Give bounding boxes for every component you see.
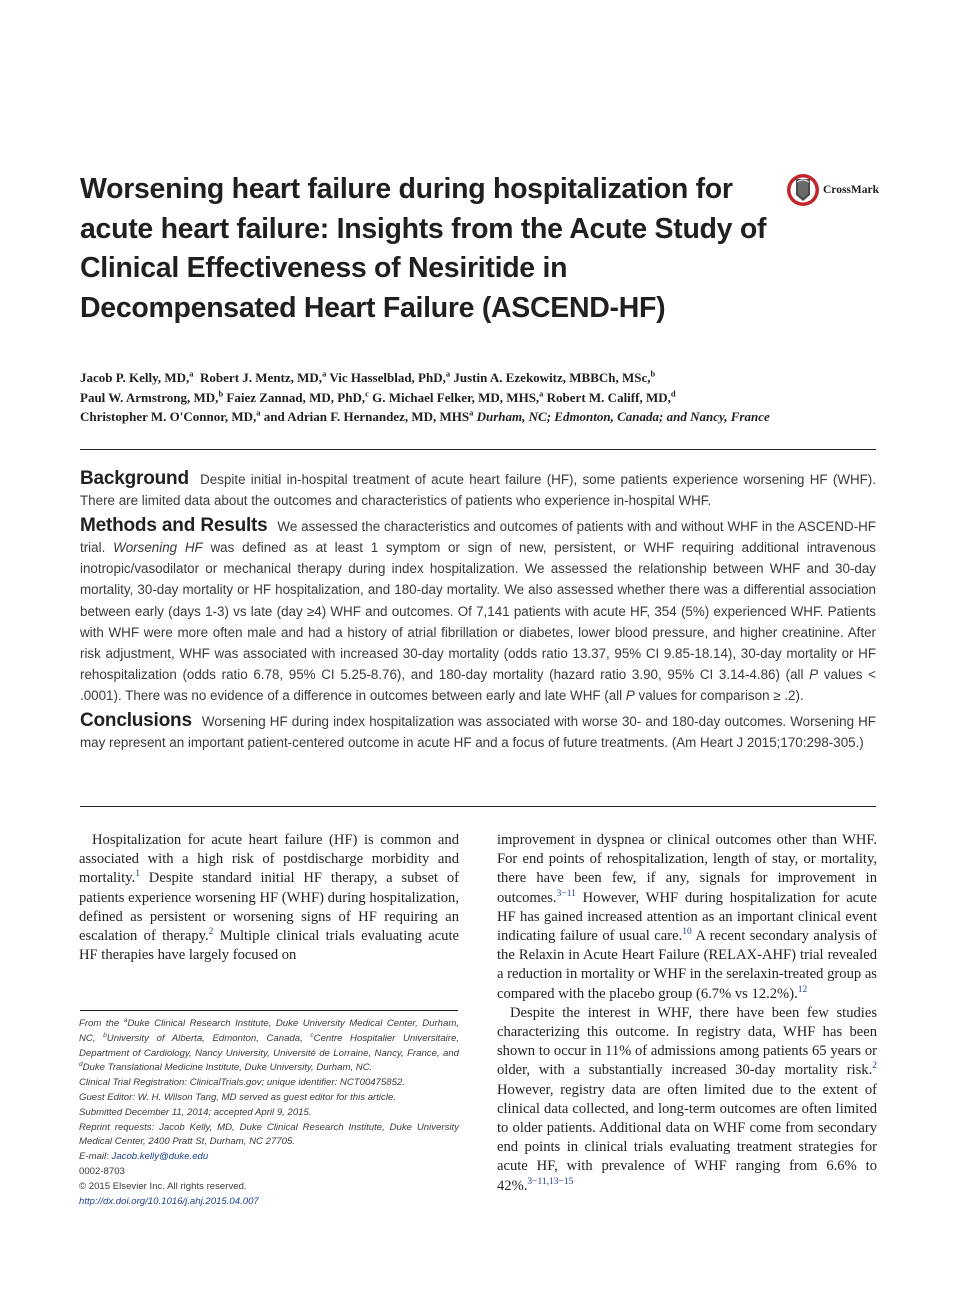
citation-link[interactable]: 2 [208, 927, 214, 938]
divider-top [80, 449, 876, 450]
author: Jacob P. Kelly, MD,$^a$ [80, 368, 194, 385]
author: Justin A. Ezekowitz, MBBCh, MSc,$^b$ [453, 368, 656, 385]
body-paragraph: Despite the interest in WHF, there have been few studies characterizing this outcome. In registry data, WHF has been shown to occur in 11% of admissions among patients 65 years or older, with a substantially increased 30-day mortality risk.$^2$ However, registry data are often limited due to the extent of clinical data collected, and long-term outcomes are often limited to older patients. Additional data on WHF come from secondary end points in clinical trials evaluating treatment strategies for acute HF, with prevalence of WHF ranging from 6.6% to 42%.$^{3-11,13-15}$ [497, 1004, 877, 1194]
p-symbol: P [625, 687, 635, 703]
footnotes [79, 1017, 459, 1209]
author: Paul W. Armstrong, MD,$^b$ [80, 388, 224, 405]
p-symbol: P [809, 666, 819, 682]
methods-text: values < .0001). There was no evidence of a difference in outcomes between early and late WHF (all [80, 666, 876, 703]
footnote-divider [80, 1010, 458, 1011]
methods-italic-term: Worsening HF [113, 540, 203, 556]
author: and Adrian F. Hernandez, MD, MHS$^a$ [263, 407, 474, 424]
citation-link[interactable]: 2 [872, 1061, 877, 1072]
body-column-left [79, 831, 459, 965]
body-paragraph: improvement in dyspnea or clinical outcomes other than WHF. For end points of rehospitalization, length of stay, or mortality, there have been few, if any, signals for improvement in outcomes.$^{3-11}$ However, WHF during hospitalization for acute HF has gained increased attention as an important clinical event indicating failure of usual care.$^{10}$ A recent secondary analysis of the Relaxin in Acute Heart Failure (RELAX-AHF) trial revealed a reduction in mortality or WHF in the serelaxin-treated group as compared with the placebo group (6.7% vs 12.2%).$^{12}$ [497, 832, 878, 1002]
methods-heading: Methods and Results [80, 515, 268, 537]
email-link[interactable]: Jacob.kelly@duke.edu [111, 1151, 209, 1163]
submission-dates: Submitted December 11, 2014; accepted April 9, 2015. [79, 1106, 312, 1118]
crossmark-label: CrossMark [823, 184, 880, 196]
methods-text: We assessed the characteristics and outcomes of patients with and without WHF in the ASCEND-HF trial. [80, 519, 876, 556]
crossmark-icon [786, 173, 820, 207]
citation-link[interactable]: 10 [682, 927, 692, 938]
methods-text: values for comparison ≥ .2). [638, 687, 804, 703]
background-text: Despite initial in-hospital treatment of acute heart failure (HF), some patients experience worsening HF (WHF). There are limited data about the outcomes and characteristics of patients who experience in-hospital WHF. [80, 472, 876, 509]
divider-bottom [80, 806, 876, 807]
citation-link[interactable]: 1 [135, 869, 140, 880]
author: G. Michael Felker, MD, MHS,$^a$ [372, 388, 544, 405]
body-paragraph: Hospitalization for acute heart failure (HF) is common and associated with a high risk of postdischarge morbidity and mortality.$^1$ Despite standard initial HF therapy, a subset of patients experience worsening HF (WHF) during hospitalization, defined as persistent or worsening signs of HF requiring an escalation of therapy.$^2$ Multiple clinical trials evaluating acute HF therapies have largely focused on [79, 832, 459, 964]
copyright: © 2015 Elsevier Inc. All rights reserved. [79, 1180, 247, 1192]
conclusions-text: Worsening HF during index hospitalization was associated with worse 30- and 180-day outcomes. Worsening HF may represent an important patient-centered outcome in acute HF and a focus of future treatments. (Am Heart J 2015;170:298-305.) [80, 714, 876, 751]
citation-link[interactable]: 3−11,13−15 [527, 1176, 574, 1187]
conclusions-heading: Conclusions [80, 710, 192, 732]
article-title: Worsening heart failure during hospitalization for acute heart failure: Insights from the Acute Study of Clinical Effectiveness of Nesiritide in Decompensated Heart Failure (ASCEND-HF) [80, 173, 767, 324]
email-line: E-mail: Jacob.kelly@duke.edu [79, 1151, 209, 1163]
author-list [80, 368, 880, 427]
abstract-conclusions [80, 710, 876, 753]
abstract-methods [80, 515, 876, 706]
reprint-requests: Reprint requests: Jacob Kelly, MD, Duke Clinical Research Institute, Duke University Medical Center, 2400 Pratt St, Durham, NC 27705. [79, 1121, 459, 1148]
methods-text: was defined as at least 1 symptom or sign of new, persistent, or WHF requiring additional intravenous inotropic/vasodilator or mechanical therapy during index hospitalization. We assessed the relationship between WHF and 30-day mortality, 30-day mortality or HF hospitalization, and 180-day mortality. We also assessed whether there was a differential association between early (days 1-3) vs late (day ≥4) WHF and outcomes. Of 7,141 patients with acute HF, 354 (5%) experienced WHF. Patients with WHF were more often male and had a history of atrial fibrillation or diabetes, lower blood pressure, and higher creatinine. After risk adjustment, WHF was associated with increased 30-day mortality (odds ratio 13.37, 95% CI 9.85-18.14), 30-day mortality or HF rehospitalization (odds ratio 6.78, 95% CI 5.25-8.76), and 180-day mortality (hazard ratio 3.90, 95% CI 3.14-4.86) (all [80, 540, 876, 682]
guest-editor: Guest Editor: W. H. Wilson Tang, MD served as guest editor for this article. [79, 1091, 396, 1103]
author: Robert M. Califf, MD,$^d$ [546, 388, 676, 405]
abstract [80, 468, 876, 757]
affiliations: From the $^a$Duke Clinical Research Institute, Duke University Medical Center, Durham, NC, $^b$University of Alberta, Edmonton, Canada, $^c$Centre Hospitalier Universitaire, Department of Cardiology, Nancy University, Université de Lorraine, Nancy, France, and $^d$Duke Translational Medicine Institute, Duke University, Durham, NC. [79, 1016, 460, 1074]
author: Faiez Zannad, MD, PhD,$^c$ [226, 388, 369, 405]
background-heading: Background [80, 468, 189, 489]
author-line-1 [80, 368, 880, 388]
issn: 0002-8703 [79, 1165, 125, 1177]
author: Robert J. Mentz, MD,$^a$ [200, 368, 327, 385]
body-column-right [497, 831, 877, 1196]
author: Christopher M. O'Connor, MD,$^a$ [80, 407, 261, 424]
citation-link[interactable]: 3−11 [556, 888, 576, 899]
author: Vic Hasselblad, PhD,$^a$ [329, 368, 451, 385]
author-line-2 [80, 388, 880, 408]
abstract-background [80, 468, 876, 511]
doi-link[interactable]: http://dx.doi.org/10.1016/j.ahj.2015.04.007 [79, 1195, 259, 1207]
trial-registration: Clinical Trial Registration: ClinicalTrials.gov; unique identifier: NCT00475852. [79, 1077, 405, 1089]
citation-link[interactable]: 12 [797, 984, 808, 995]
title-block [80, 170, 780, 328]
author-line-3 [80, 407, 880, 427]
author-locations: Durham, NC; Edmonton, Canada; and Nancy, France [476, 409, 770, 424]
crossmark-badge[interactable] [786, 173, 879, 207]
